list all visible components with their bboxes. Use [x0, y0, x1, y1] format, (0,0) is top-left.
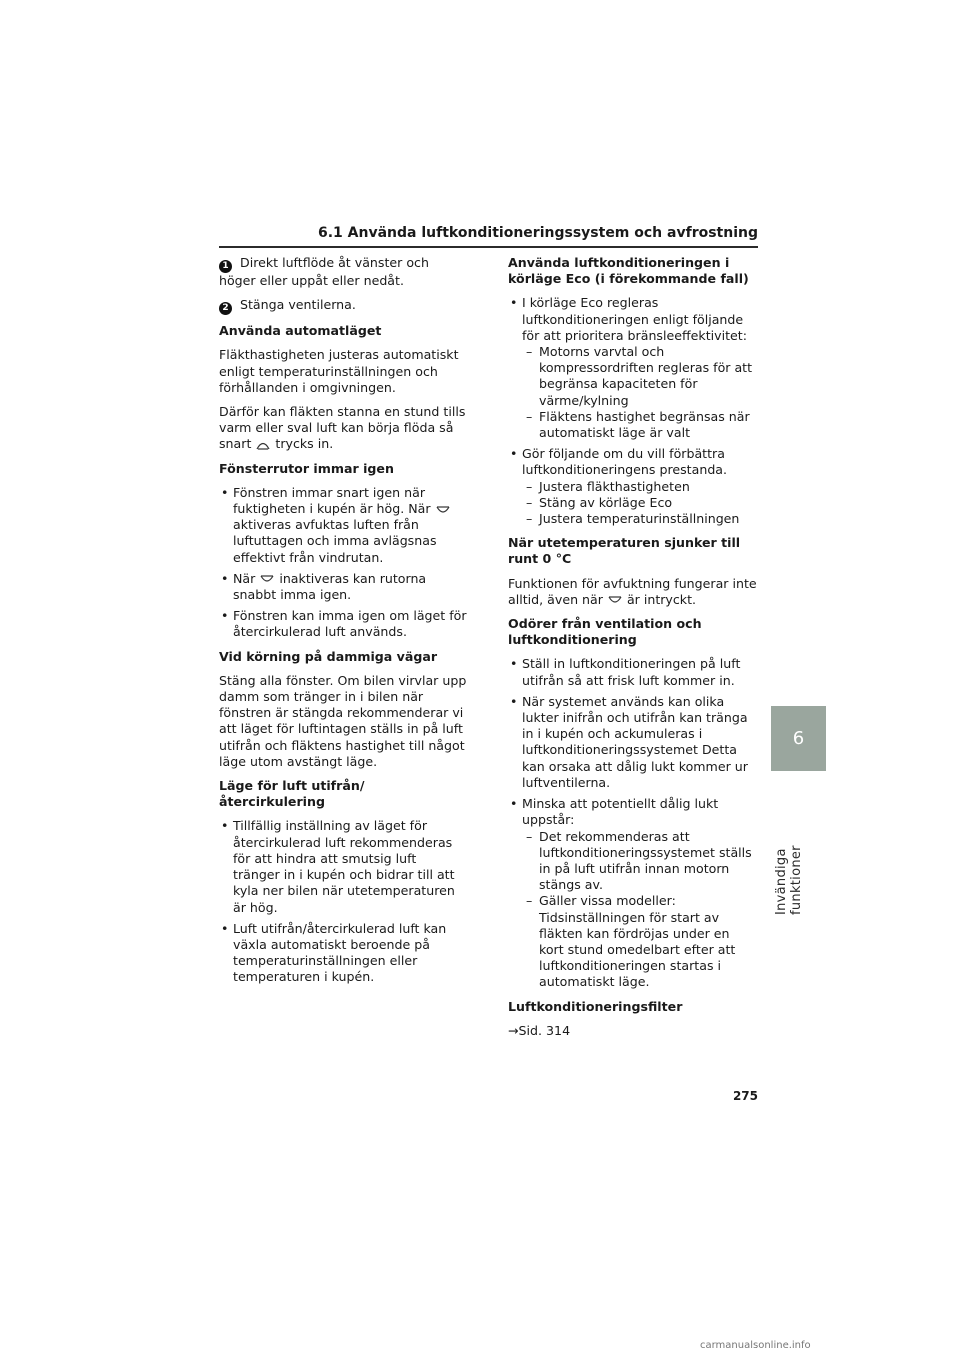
callout-item-2: 2 Stänga ventilerna. [219, 297, 467, 315]
heading-odors: Odörer från ventilation och luftkonditionering [508, 616, 702, 648]
paragraph-temp: Funktionen för avfuktning fungerar inte alltid, även när är intryckt. [508, 575, 757, 607]
page-number: 275 [732, 1089, 758, 1103]
eco-sublist [522, 479, 758, 528]
chapter-number: 6 [792, 728, 805, 749]
section-title: 6.1 Använda luftkonditioneringssystem och avfrostning [317, 225, 758, 241]
odor-list [508, 656, 758, 990]
heading-low-temperature: När utetemperaturen sjunker till runt 0 °C [508, 535, 741, 567]
list-item: • Luft utifrån/återcirkulerad luft kan växla automatiskt beroende på temperaturinställningen eller temperaturen i kupén. [219, 921, 467, 986]
sublist-item: – Justera fläkthastigheten [522, 479, 758, 495]
sublist-item: – Stäng av körläge Eco [522, 495, 758, 511]
paragraph-dust: Stäng alla fönster. Om bilen virvlar upp damm som tränger in i bilen när fönstren är stängda rekommenderar vi att läget för luftintagen ställs in på luft utifrån och fläktens hastighet till något läge utom avstängt läge. [219, 672, 467, 769]
eco-list [508, 295, 758, 527]
chapter-tab [771, 706, 826, 771]
page-header [219, 224, 758, 248]
sublist-item: – Motorns varvtal och kompressordriften regleras för att begränsa kapaciteten för värme/kylning [522, 344, 758, 409]
callout-2-icon: 2 [219, 302, 232, 315]
sublist-item: – Justera temperaturinställningen [522, 511, 758, 527]
paragraph-auto-1: Fläkthastigheten justeras automatiskt enligt temperaturinställningen och förhållanden i omgivningen. [219, 347, 459, 395]
callout-1-icon: 1 [219, 260, 232, 273]
list-item: • Minska att potentiellt dålig lukt uppstår: – Det rekommenderas att luftkonditioneringssystemet ställs in på luft utifrån innan motorn stängs av. – Gäller vissa modeller: Tidsinställningen för start av fläkten kan fördröjas under en kort stund omedelbart efter att luftkonditioneringen startas i automatiskt läge. [508, 796, 758, 990]
callout-item-1: 1 Direkt luftflöde åt vänster och höger eller uppåt eller nedåt. [219, 255, 429, 288]
list-item: • När inaktiveras kan rutorna snabbt imma igen. [219, 571, 467, 603]
heading-recirculation: Läge för luft utifrån/återcirkulering [219, 778, 365, 810]
sublist-item: – Det rekommenderas att luftkonditioneringssystemet ställs in på luft utifrån innan motorn stängs av. [522, 829, 758, 894]
ac-button-icon [259, 574, 275, 584]
list-item: • Fönstren immar snart igen när fuktigheten i kupén är hög. Näraktiveras avfuktas luften från luftuttagen och imma avlägsnas effektivt från vindrutan. [219, 485, 467, 566]
heading-dusty-roads: Vid körning på dammiga vägar [219, 648, 438, 664]
heading-eco-mode: Använda luftkonditioneringen i körläge Eco (i förekommande fall) [508, 255, 749, 287]
right-column [508, 255, 758, 1047]
list-item: • Ställ in luftkonditioneringen på luft utifrån så att frisk luft kommer in. [508, 656, 758, 688]
sublist-item: – Fläktens hastighet begränsas när automatiskt läge är valt [522, 409, 758, 441]
auto-button-icon [255, 440, 271, 450]
fog-list [219, 485, 467, 641]
list-item: • När systemet används kan olika lukter inifrån och utifrån kan tränga in i kupén och ackumuleras i luftkonditioneringssystemet Detta kan orsaka att dålig lukt kommer ur luftventilerna. [508, 694, 758, 791]
sublist-item: – Gäller vissa modeller: Tidsinställningen för start av fläkten kan fördröjas under en kort stund omedelbart efter att luftkonditioneringen startas i automatiskt läge. [522, 893, 758, 990]
list-item: • Gör följande om du vill förbättra luftkonditioneringens prestanda. – Justera fläkthastigheten – Stäng av körläge Eco – Justera temperaturinställningen [508, 446, 758, 527]
recirc-list [219, 818, 467, 985]
ac-button-icon [435, 505, 451, 515]
ac-button-icon [607, 595, 623, 605]
heading-auto-mode: Använda automatläget [219, 323, 382, 339]
heading-filter: Luftkonditioneringsfilter [508, 998, 683, 1014]
heading-fogging: Fönsterrutor immar igen [219, 460, 394, 476]
list-item: • Fönstren kan imma igen om läget för återcirkulerad luft används. [219, 608, 467, 640]
left-column [219, 255, 467, 994]
list-item: • Tillfällig inställning av läget för återcirkulerad luft rekommenderas för att hindra att smutsig luft tränger in i kupén och bidrar till att kyla ner bilen när utetemperaturen är hög. [219, 818, 467, 915]
odor-sublist [522, 829, 758, 991]
list-item: • I körläge Eco regleras luftkonditioneringen enligt följande för att prioritera bränsleeffektivitet: – Motorns varvtal och kompressordriften regleras för att begränsa kapaciteten för värme/kylning – Fläktens hastighet begränsas när automatiskt läge är valt [508, 295, 758, 441]
chapter-label: Invändiga funktioner [774, 845, 804, 915]
filter-page-reference[interactable]: →Sid. 314 [508, 1022, 571, 1038]
paragraph-auto-2: Därför kan fläkten stanna en stund tills varm eller sval luft kan börja flöda så snart trycks in. [219, 404, 466, 452]
watermark: carmanualsonline.info [700, 1340, 811, 1351]
eco-sublist [522, 344, 758, 441]
